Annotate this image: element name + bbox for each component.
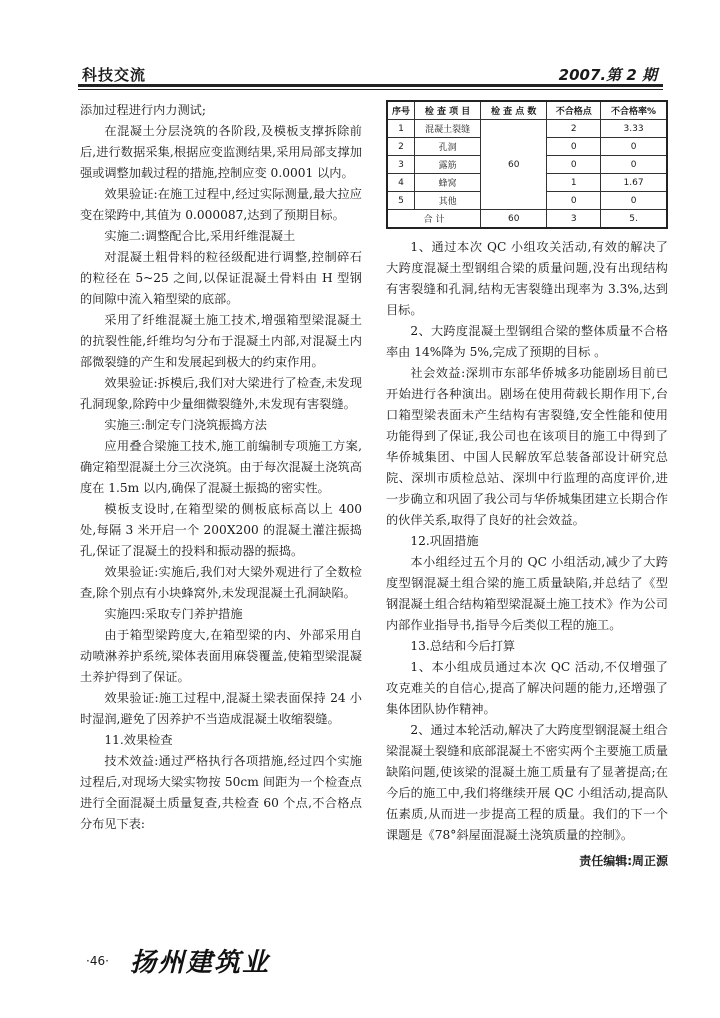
table-cell: 0 [601,156,667,174]
page-header [78,62,663,88]
paragraph: 本小组经过五个月的 QC 小组活动,减少了大跨度型钢混凝土组合梁的施工质量缺陷,并总结了《型钢混凝土组合结构箱型梁混凝土施工技术》作为公司内部作业指导书,指导今后类似工程的施工。 [386,555,668,632]
page-number: ·46· [86,954,109,968]
paragraph: 2、通过本轮活动,解决了大跨度型钢混凝土组合梁混凝土裂缝和底部混凝土不密实两个主要施工质量缺陷问题,使该梁的混凝土施工质量有了显著提高;在今后的施工中,我们将继续开展 QC 小组活动,提高队伍素质,从而进一步提高工程的质量。我们的下一个课题是《78°斜屋面混凝土浇筑质量的控制》。 [386,723,668,842]
paragraph: 2、大跨度混凝土型钢组合梁的整体质量不合格率由 14%降为 5%,完成了预期的目标 。 [386,324,668,359]
paragraph: 实施四:采取专门养护措施 [104,607,243,621]
table-cell-total-label: 合 计 [387,210,481,229]
table-cell: 蜂窝 [415,174,481,192]
header-rule [78,84,663,87]
table-cell: 孔洞 [415,138,481,156]
table-cell: 4 [387,174,415,192]
paragraph: 12.巩固措施 [410,534,479,548]
inspection-table [386,100,668,229]
right-column [386,100,668,869]
table-cell: 0 [547,156,601,174]
paragraph: 效果验证:实施后,我们对大梁外观进行了全数检查,除个别点有小块蜂窝外,未发现混凝土孔洞缺陷。 [80,565,362,600]
paragraph: 1、本小组成员通过本次 QC 活动,不仅增强了攻克难关的自信心,提高了解决问题的能力,还增强了集体团队协作精神。 [386,660,668,716]
table-cell: 3 [547,210,601,229]
table-cell: 0 [547,192,601,210]
paragraph: 模板支设时,在箱型梁的侧板底标高以上 400 处,每隔 3 米开启一个 200X200 的混凝土灌注振捣孔,保证了混凝土的投料和振动器的振捣。 [80,502,362,558]
table-total-row [387,210,667,229]
paragraph: 技术效益:通过严格执行各项措施,经过四个实施过程后,对现场大梁实物按 50cm 间距为一个检查点进行全面混凝土质量复查,共检查 60 个点,不合格点分布见下表: [80,754,362,831]
table-row [387,120,667,138]
table-header-cell: 不合格率% [601,101,667,120]
paragraph: 应用叠合梁施工技术,施工前编制专项施工方案,确定箱型混凝土分三次浇筑。由于每次混凝土浇筑高度在 1.5m 以内,确保了混凝土振捣的密实性。 [80,439,362,495]
paragraph: 实施三:制定专门浇筑振捣方法 [104,418,267,432]
table-header-cell: 不合格点 [547,101,601,120]
table-cell: 2 [547,120,601,138]
table-header-row [387,101,667,120]
paragraph: 效果验证:施工过程中,混凝土梁表面保持 24 小时湿润,避免了因养护不当造成混凝土收缩裂缝。 [80,691,362,726]
paragraph: 社会效益:深圳市东部华侨城多功能剧场目前已开始进行各种演出。剧场在使用荷载长期作用下,台口箱型梁表面未产生结构有害裂缝,安全性能和使用功能得到了保证,我公司也在该项目的施工中得到了华侨城集团、中国人民解放军总装备部设计研究总院、深圳市质检总站、深圳中行监理的高度评价,进一步确立和巩固了我公司与华侨城集团建立长期合作的伙伴关系,取得了良好的社会效益。 [386,366,668,527]
issue-number: 2007.第 2 期 [558,66,657,84]
paragraph: 实施二:调整配合比,采用纤维混凝土 [104,229,296,243]
table-cell: 5 [387,192,415,210]
header-rule-thin [78,89,663,90]
table-cell: 1 [387,120,415,138]
paragraph: 13.总结和今后打算 [410,639,516,653]
section-title: 科技交流 [82,66,147,84]
table-header-cell: 检 查 项 目 [415,101,481,120]
table-cell: 5. [601,210,667,229]
paragraph: 由于箱型梁跨度大,在箱型梁的内、外部采用自动喷淋养护系统,梁体表面用麻袋覆盖,使箱型梁混凝土养护得到了保证。 [80,628,362,684]
paragraph: 1、通过本次 QC 小组攻关活动,有效的解决了大跨度混凝土型钢组合梁的质量问题,没有出现结构有害裂缝和孔洞,结构无害裂缝出现率为 3.3%,达到目标。 [386,240,668,317]
table-cell: 2 [387,138,415,156]
table-cell: 其他 [415,192,481,210]
table-cell: 1 [547,174,601,192]
editor-signature: 责任编辑:周正源 [579,854,668,868]
paragraph: 在混凝土分层浇筑的各阶段,及模板支撑拆除前后,进行数据采集,根据应变监测结果,采用局部支撑加强或调整加载过程的措施,控制应变 0.0001 以内。 [80,124,362,180]
paragraph: 效果验证:拆模后,我们对大梁进行了检查,未发现孔洞现象,除跨中少量细微裂缝外,未发现有害裂缝。 [80,376,362,411]
table-cell: 1.67 [601,174,667,192]
table-cell: 3 [387,156,415,174]
table-header-cell: 检 查 点 数 [481,101,547,120]
table-cell: 0 [601,192,667,210]
table-cell: 3.33 [601,120,667,138]
journal-logo: 扬州建筑业 [130,948,271,978]
table-cell: 60 [481,210,547,229]
page-footer [86,940,386,980]
table-header-cell: 序号 [387,101,415,120]
table-cell: 混凝土裂缝 [415,120,481,138]
paragraph: 对混凝土粗骨料的粒径级配进行调整,控制碎石的粒径在 5~25 之间,以保证混凝土骨料由 H 型钢的间隙中流入箱型梁的底部。 [80,250,362,306]
paragraph: 添加过程进行内力测试; [80,103,206,117]
left-column [80,100,362,835]
table-cell: 0 [547,138,601,156]
table-cell: 露筋 [415,156,481,174]
table-cell-points: 60 [481,120,547,210]
right-column-text [386,237,668,846]
paragraph: 效果验证:在施工过程中,经过实际测量,最大拉应变在梁跨中,其值为 0.000087,达到了预期目标。 [80,187,362,222]
paragraph: 采用了纤维混凝土施工技术,增强箱型梁混凝土的抗裂性能,纤维均匀分布于混凝土内部,对混凝土内部微裂缝的产生和发展起到极大的约束作用。 [80,313,362,369]
paragraph: 11.效果检查 [104,733,173,747]
table-cell: 0 [601,138,667,156]
